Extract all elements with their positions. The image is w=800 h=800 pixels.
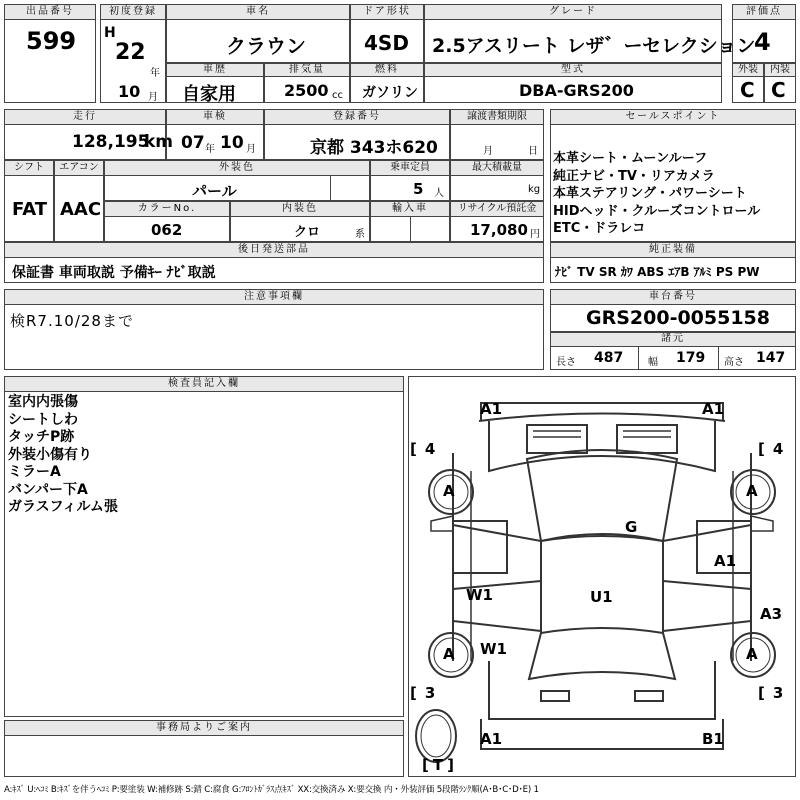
grade-value: 2.5アスリート レザ゛ーセレクション (432, 35, 756, 57)
wheel-front-right-mark: A (746, 482, 758, 500)
recycle-label: リサイクル預託金 (450, 201, 544, 217)
inspector-note: ミラーA (8, 464, 61, 480)
length-value: 487 (594, 350, 624, 366)
chassis-number-label: 車台番号 (550, 289, 796, 305)
length-label: 長さ (556, 357, 576, 368)
wheel-front-left-mark: A (443, 482, 455, 500)
mileage-label: 走行 (4, 109, 166, 125)
transfer-day-unit: 日 (528, 146, 538, 157)
inspector-notes-list (8, 394, 118, 517)
fuel-label: 燃料 (350, 63, 424, 77)
office-notice-box (4, 735, 404, 777)
height-value: 147 (756, 350, 786, 366)
model-code-label: 型式 (424, 63, 722, 77)
transfer-month-unit: 月 (483, 146, 493, 157)
registration-year: 22 (115, 40, 146, 65)
mark-front-left: A1 (480, 400, 503, 418)
height-label: 高さ (724, 357, 744, 368)
car-diagram-svg (409, 377, 795, 776)
sales-point: ETC・ドラレコ (553, 221, 646, 237)
wheel-rear-right-mark: A (746, 645, 758, 663)
inspector-note: ガラスフィルム張 (8, 499, 118, 515)
mark-right-door: A1 (714, 552, 737, 570)
interior-grade-value: C (771, 78, 786, 102)
sales-points-label: セールスポイント (550, 109, 796, 125)
equipment-label: 純正装備 (550, 242, 796, 258)
registration-number-label: 登録番号 (264, 109, 450, 125)
capacity-label: 乗車定員 (370, 160, 450, 176)
inspection-label: 車検 (166, 109, 264, 125)
history-label: 車歴 (166, 63, 264, 77)
shift-value: FAT (12, 199, 48, 220)
later-parts-value: 保証書 車両取説 予備ｷｰ ﾅﾋﾞ取説 (12, 265, 216, 281)
displacement-unit: cc (332, 90, 343, 101)
inspection-month-unit: 月 (246, 144, 256, 155)
fuel-value: ガソリン (362, 85, 418, 101)
body-color-label: 外装色 (104, 160, 370, 176)
mark-roof: U1 (590, 588, 613, 606)
tire-rear-left-depth: [ 3 (410, 684, 436, 702)
mileage-unit: km (144, 132, 174, 152)
mark-rear-right: B1 (702, 730, 724, 748)
sales-point: 純正ナビ・TV・リアカメラ (553, 168, 715, 184)
max-load-label: 最大積載量 (450, 160, 544, 176)
inspection-year: 07 (181, 133, 205, 153)
registration-number-value: 京都 343ホ620 (310, 138, 438, 158)
inspector-note: 室内内張傷 (8, 394, 78, 410)
transfer-deadline-label: 譲渡書類期限 (450, 109, 544, 125)
car-name-label: 車名 (166, 4, 350, 20)
mark-glass: G (625, 518, 638, 536)
displacement-label: 排気量 (264, 63, 350, 77)
year-unit: 年 (150, 68, 160, 79)
exterior-grade-value: C (740, 78, 755, 102)
max-load-unit: kg (528, 184, 541, 195)
tire-rear-right-depth: [ 3 (758, 684, 784, 702)
caution-label: 注意事項欄 (4, 289, 544, 305)
aircon-value: AAC (60, 199, 102, 220)
divider (330, 175, 331, 201)
interior-color-value: クロ (294, 225, 321, 240)
displacement-value: 2500 (284, 81, 329, 100)
chassis-number-value: GRS200-0055158 (586, 307, 770, 329)
grade-label: グレード (424, 4, 722, 20)
registration-month: 10 (118, 82, 141, 101)
sales-point: HIDヘッド・クルーズコントロール (553, 203, 761, 219)
car-name-value: クラウン (226, 34, 306, 58)
office-notice-label: 事務局よりご案内 (4, 720, 404, 736)
divider (410, 216, 411, 242)
score-label: 評価点 (732, 4, 796, 20)
mark-left-w1: W1 (466, 586, 493, 604)
spare-tire-mark: [ T ] (422, 756, 454, 774)
sales-points-list (553, 150, 760, 238)
interior-color-unit: 系 (355, 229, 365, 240)
mark-left-w1-rear: W1 (480, 640, 507, 658)
aircon-label: エアコン (54, 160, 104, 176)
specs-label: 諸元 (550, 332, 796, 347)
caution-value: 検R7.10/28まで (10, 312, 134, 330)
equipment-value: ﾅﾋﾞ TV SR ｶﾜ ABS ｴｱB ｱﾙﾐ PS PW (555, 265, 760, 279)
inspector-note: バンパー下A (8, 481, 88, 498)
door-type-value: 4SD (364, 31, 409, 55)
inspector-notes-label: 検査員記入欄 (4, 376, 404, 392)
width-label: 幅 (648, 357, 658, 368)
recycle-unit: 円 (530, 229, 540, 240)
wheel-rear-left-mark: A (443, 645, 455, 663)
interior-color-label: 内装色 (230, 201, 370, 217)
interior-grade-label: 内装 (764, 63, 796, 77)
month-unit: 月 (148, 92, 158, 103)
score-value: 4 (754, 28, 771, 56)
mark-rear-left: A1 (480, 730, 503, 748)
first-registration-label: 初度登録 (100, 4, 166, 20)
recycle-value: 17,080 (470, 221, 528, 239)
door-type-label: ドア形状 (350, 4, 424, 20)
capacity-unit: 人 (434, 188, 444, 199)
inspector-note: シートしわ (8, 411, 78, 428)
divider (718, 346, 719, 370)
body-color-value: パール (192, 182, 237, 200)
later-parts-label: 後日発送部品 (4, 242, 544, 258)
history-value: 自家用 (182, 84, 236, 105)
inspection-month: 10 (220, 133, 244, 153)
era-mark: H (104, 25, 116, 41)
tire-front-right-depth: [ 4 (758, 440, 784, 458)
inspector-note: タッチP跡 (8, 429, 75, 445)
mileage-value: 128,195 (72, 132, 150, 152)
lot-number-value: 599 (26, 27, 77, 55)
inspection-year-unit: 年 (205, 144, 215, 155)
mark-front-right: A1 (702, 400, 725, 418)
damage-diagram (408, 376, 796, 777)
sales-point: 本革ステアリング・パワーシート (553, 186, 747, 202)
import-label: 輸入車 (370, 201, 450, 217)
mark-right-quarter: A3 (760, 605, 783, 623)
inspector-note: 外装小傷有り (8, 446, 92, 463)
sales-point: 本革シート・ムーンルーフ (553, 151, 708, 166)
divider (638, 346, 639, 370)
width-value: 179 (676, 350, 706, 366)
damage-legend: A:ｷｽﾞ U:ﾍｺﾐ B:ｷｽﾞを伴うﾍｺﾐ P:要塗装 W:補修跡 S:錆 C:腐食 G:ﾌﾛﾝﾄｶﾞﾗｽ点ｷｽﾞ XX:交換済み X:要交換 内・外装評価 5段階ﾗﾝｸ順(A･B･C･D･E) 1 (4, 785, 539, 795)
color-number-value: 062 (151, 221, 183, 239)
color-number-label: カラーNo. (104, 201, 230, 217)
shift-label: シフト (4, 160, 54, 176)
lot-number-label: 出品番号 (4, 4, 96, 20)
tire-front-left-depth: [ 4 (410, 440, 436, 458)
exterior-grade-label: 外装 (732, 63, 764, 77)
capacity-value: 5 (413, 180, 424, 198)
model-code-value: DBA-GRS200 (519, 81, 634, 100)
